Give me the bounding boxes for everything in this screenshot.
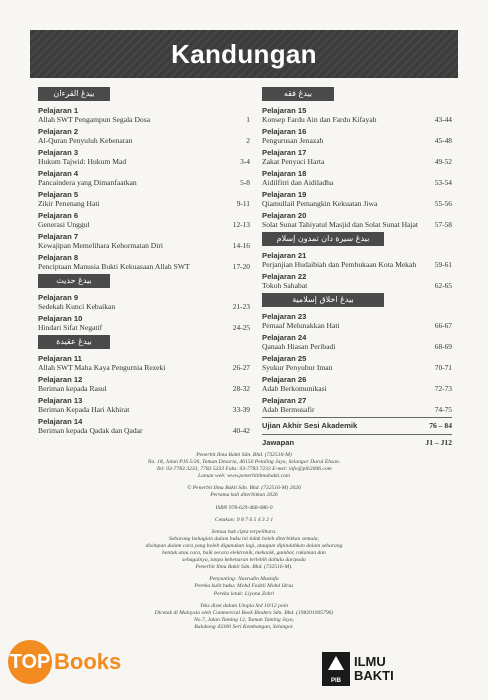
lesson-title: Konsep Fardu Ain dan Fardu Kifayah bbox=[262, 115, 377, 124]
page-range: 72-73 bbox=[434, 384, 452, 393]
page-range: 17-20 bbox=[232, 262, 250, 271]
colophon-line: Pertama kali diterbitkan 2026 bbox=[210, 492, 278, 499]
page-range: 74-75 bbox=[434, 405, 452, 414]
title-banner bbox=[30, 30, 458, 78]
toc-entry bbox=[38, 354, 250, 372]
toc-entry bbox=[38, 127, 250, 145]
page-range: 57-58 bbox=[434, 220, 452, 229]
colophon-line: No. 18, Jalan PJS 5/26, Taman Desaria, 46150 Petaling Jaya, Selangor Darul Ehsan. bbox=[147, 459, 341, 466]
colophon-line: Sebarang bahagian dalam buku ini tidak boleh diterbitkan semula, bbox=[169, 535, 319, 542]
toc-entry bbox=[38, 190, 250, 208]
colophon-line: Balakong 43300 Seri Kembangan, Selangor. bbox=[194, 623, 294, 630]
toc-entry bbox=[262, 312, 452, 330]
lesson-number: Pelajaran 13 bbox=[38, 396, 83, 405]
toc-entry bbox=[38, 293, 250, 311]
lesson-title: Al-Quran Penyuluh Kebenaran bbox=[38, 136, 133, 145]
answers-label: Jawapan bbox=[262, 438, 295, 447]
colophon-line: Pereka kulit buku: Mohd Fadzli Mohd Idrus bbox=[194, 583, 294, 590]
lesson-title: Aidilfitri dan Aidiladha bbox=[262, 178, 334, 187]
colophon-line: bentuk atau cara, baik secara elektronik, mekanik, gambar, rakaman dan bbox=[162, 550, 326, 557]
lesson-title: Sedekah Kunci Kebaikan bbox=[38, 302, 116, 311]
answers-row bbox=[262, 438, 452, 448]
page-range: 12-13 bbox=[232, 220, 250, 229]
lesson-number: Pelajaran 26 bbox=[262, 375, 307, 384]
exam-row bbox=[262, 421, 452, 431]
page-range: 9-11 bbox=[236, 199, 250, 208]
lesson-title: Pancaindera yang Dimanfaatkan bbox=[38, 178, 137, 187]
lesson-title: Hukum Tajwid: Hukum Mad bbox=[38, 157, 127, 166]
section-header-hadith: بيدڠ حديث bbox=[38, 274, 110, 288]
page-range: 1 bbox=[246, 115, 250, 124]
toc-entry bbox=[38, 211, 250, 229]
lesson-number: Pelajaran 22 bbox=[262, 272, 307, 281]
toc-entry bbox=[38, 375, 250, 393]
toc-entry bbox=[262, 190, 452, 208]
page-range: 66-67 bbox=[434, 321, 452, 330]
lesson-number: Pelajaran 10 bbox=[38, 314, 83, 323]
page-range: 40-42 bbox=[232, 426, 250, 435]
page-range: 3-4 bbox=[240, 157, 250, 166]
lesson-title: Pengurusan Jenazah bbox=[262, 136, 324, 145]
lesson-number: Pelajaran 15 bbox=[262, 106, 307, 115]
colophon-line: Penerbit Ilmu Bakti Sdn. Bhd. (732516-M). bbox=[195, 564, 293, 571]
toc-entry bbox=[262, 211, 452, 229]
page-range: 43-44 bbox=[434, 115, 452, 124]
page-range: 14-16 bbox=[232, 241, 250, 250]
lesson-number: Pelajaran 3 bbox=[38, 148, 79, 157]
colophon-line: Cetakan: 9 8 7 6 5 4 3 2 1 bbox=[214, 516, 274, 523]
lesson-number: Pelajaran 27 bbox=[262, 396, 307, 405]
divider bbox=[262, 434, 452, 435]
exam-page: 76 – 84 bbox=[429, 421, 452, 430]
lesson-title: Adab Bermusafir bbox=[262, 405, 315, 414]
lesson-title: Qanaah Hiasan Peribadi bbox=[262, 342, 336, 351]
toc-entry bbox=[262, 354, 452, 372]
lesson-title: Adab Berkomunikasi bbox=[262, 384, 327, 393]
lesson-number: Pelajaran 11 bbox=[38, 354, 82, 363]
page-range: 70-71 bbox=[434, 363, 452, 372]
publisher-colophon bbox=[110, 452, 378, 631]
page-range: 62-65 bbox=[434, 281, 452, 290]
toc-entry bbox=[38, 417, 250, 435]
contents-right-column bbox=[262, 87, 452, 448]
toc-entry bbox=[38, 314, 250, 332]
toc-entry bbox=[38, 232, 250, 250]
lesson-number: Pelajaran 1 bbox=[38, 106, 79, 115]
lesson-number: Pelajaran 8 bbox=[38, 253, 79, 262]
toc-entry bbox=[38, 106, 250, 124]
page-range: 45-48 bbox=[434, 136, 452, 145]
lesson-number: Pelajaran 20 bbox=[262, 211, 307, 220]
section-header-aqidah: بيدڠ عقيدة bbox=[38, 335, 110, 349]
lesson-number: Pelajaran 12 bbox=[38, 375, 83, 384]
toc-entry bbox=[262, 106, 452, 124]
page-range: 28-32 bbox=[232, 384, 250, 393]
divider bbox=[262, 417, 452, 418]
lesson-title: Tokoh Sahabat bbox=[262, 281, 308, 290]
lesson-number: Pelajaran 24 bbox=[262, 333, 307, 342]
toc-entry bbox=[262, 375, 452, 393]
section-header-akhlak: بيدڠ اخلاق إسلامية bbox=[262, 293, 384, 307]
lesson-number: Pelajaran 4 bbox=[38, 169, 79, 178]
lesson-number: Pelajaran 9 bbox=[38, 293, 79, 302]
page-range: 68-69 bbox=[434, 342, 452, 351]
lesson-title: Allah SWT Maha Kaya Pengurnia Rezeki bbox=[38, 363, 166, 372]
colophon-line: Penerbit Ilmu Bakti Sdn. Bhd. (732516-M) bbox=[196, 452, 292, 458]
lesson-number: Pelajaran 7 bbox=[38, 232, 79, 241]
toc-entry bbox=[38, 148, 250, 166]
colophon-line: Teks diset dalam Utopia Std 10/12 poin bbox=[199, 602, 289, 609]
page-range: 24-25 bbox=[232, 323, 250, 332]
section-header-fiqh: بيدڠ فقه bbox=[262, 87, 334, 101]
lesson-number: Pelajaran 19 bbox=[262, 190, 307, 199]
lesson-number: Pelajaran 5 bbox=[38, 190, 79, 199]
lesson-number: Pelajaran 6 bbox=[38, 211, 79, 220]
page-range: 59-61 bbox=[434, 260, 452, 269]
lesson-title: Qiamullail Pemangkin Kekuatan Jiwa bbox=[262, 199, 378, 208]
toc-entry bbox=[262, 396, 452, 414]
contents-left-column bbox=[38, 87, 250, 438]
page-range: 2 bbox=[246, 136, 250, 145]
lesson-title: Allah SWT Pengampun Segala Dosa bbox=[38, 115, 151, 124]
pib-mark: PIB bbox=[322, 652, 350, 686]
toc-entry bbox=[262, 251, 452, 269]
colophon-line: © Penerbit Ilmu Bakti Sdn. Bhd. (732516-M) 2026 bbox=[187, 485, 301, 492]
topbooks-text: Books bbox=[54, 649, 122, 674]
toc-entry bbox=[262, 148, 452, 166]
colophon-line: sebagainya, tanpa kebenaran terlebih dahulu daripada bbox=[182, 557, 306, 564]
toc-entry bbox=[262, 127, 452, 145]
toc-entry bbox=[262, 169, 452, 187]
lesson-title: Hindari Sifat Negatif bbox=[38, 323, 103, 332]
lesson-title: Generasi Unggul bbox=[38, 220, 90, 229]
colophon-line: disimpan dalam cara yang boleh digunakan lagi, ataupun dipindahkan dalam sebarang bbox=[145, 542, 343, 549]
page-range: 33-39 bbox=[232, 405, 250, 414]
lesson-number: Pelajaran 21 bbox=[262, 251, 307, 260]
page-title: Kandungan bbox=[171, 38, 317, 69]
page-range: 53-54 bbox=[434, 178, 452, 187]
lesson-title: Solat Sunat Tahiyatul Masjid dan Solat Sunat Hajat bbox=[262, 220, 419, 229]
lesson-title: Zikir Penenang Hati bbox=[38, 199, 100, 208]
page-range: 21-23 bbox=[232, 302, 250, 311]
colophon-line: Tel: 03-7783 3233, 7783 5233 Faks: 03-7783 7233 E-mel: info@pib2006.com bbox=[156, 466, 332, 473]
colophon-line: Laman web: www.penerbitilmubakti.com bbox=[198, 473, 290, 480]
toc-entry bbox=[38, 396, 250, 414]
lesson-title: Syukur Penyubur Iman bbox=[262, 363, 333, 372]
lesson-title: Kewajipan Memelihara Kehormatan Diri bbox=[38, 241, 164, 250]
lesson-title: Beriman kepada Qadak dan Qadar bbox=[38, 426, 143, 435]
colophon-line: No.7, Jalan Taming 12, Taman Taming Jaya, bbox=[193, 616, 295, 623]
topbooks-mark: TOP bbox=[8, 640, 52, 684]
lesson-title: Beriman Kepada Hari Akhirat bbox=[38, 405, 130, 414]
toc-entry bbox=[262, 272, 452, 290]
lesson-title: Beriman kepada Rasul bbox=[38, 384, 107, 393]
lesson-number: Pelajaran 25 bbox=[262, 354, 307, 363]
page-range: 55-56 bbox=[434, 199, 452, 208]
page-range: 26-27 bbox=[232, 363, 250, 372]
page-range: 49-52 bbox=[434, 157, 452, 166]
colophon-line: Dicetak di Malaysia oleh Commercial Book Binders Sdn. Bhd. (198201005796) bbox=[154, 609, 334, 616]
lesson-title: Perjanjian Hudaibiah dan Pembukaan Kota Mekah bbox=[262, 260, 417, 269]
lesson-title: Zakat Penyuci Harta bbox=[262, 157, 325, 166]
colophon-line: Pereka letak: Liyana Zohri bbox=[213, 590, 275, 597]
exam-label: Ujian Akhir Sesi Akademik bbox=[262, 421, 358, 430]
colophon-line: ISBN 978-629-468-086-9 bbox=[215, 504, 273, 511]
colophon-line: Penyunting: Nasrudin Mustafa bbox=[209, 576, 279, 583]
ilmu-bakti-text: ILMU BAKTI bbox=[354, 654, 394, 683]
section-header-sirah: بيدڠ سيرة دان تمدون إسلام bbox=[262, 232, 384, 246]
section-header-quran: بيدڠ القرءان bbox=[38, 87, 110, 101]
lesson-number: Pelajaran 2 bbox=[38, 127, 79, 136]
topbooks-logo bbox=[8, 640, 121, 684]
page-range: 5-8 bbox=[240, 178, 250, 187]
toc-entry bbox=[262, 333, 452, 351]
lesson-number: Pelajaran 23 bbox=[262, 312, 307, 321]
lesson-title: Penciptaan Manusia Bukti Kekuasaan Allah SWT bbox=[38, 262, 190, 271]
colophon-line: Semua hak cipta terpelihara. bbox=[211, 528, 277, 535]
lesson-title: Pemaaf Melunakkan Hati bbox=[262, 321, 340, 330]
lesson-number: Pelajaran 14 bbox=[38, 417, 83, 426]
lesson-number: Pelajaran 17 bbox=[262, 148, 307, 157]
toc-entry bbox=[38, 253, 250, 271]
ilmu-bakti-logo bbox=[322, 652, 394, 686]
toc-entry bbox=[38, 169, 250, 187]
answers-page: J1 – J12 bbox=[425, 438, 452, 447]
lesson-number: Pelajaran 18 bbox=[262, 169, 307, 178]
lesson-number: Pelajaran 16 bbox=[262, 127, 307, 136]
